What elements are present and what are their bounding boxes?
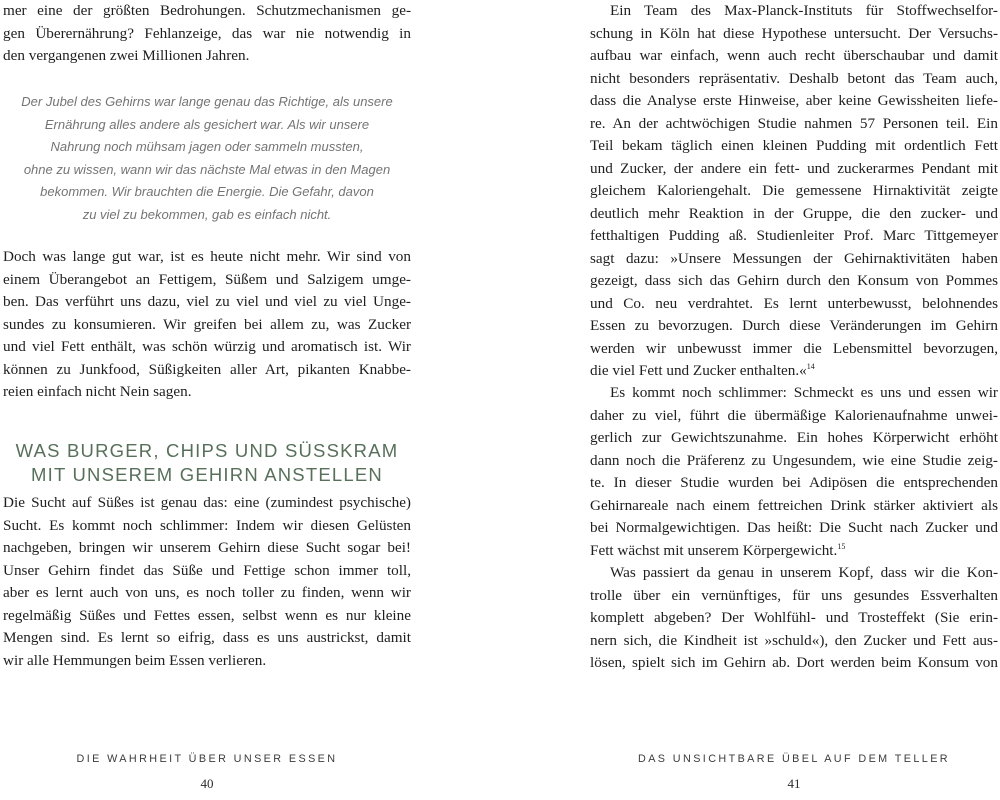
right-paragraph-2: [590, 382, 998, 562]
left-paragraph-3: [3, 492, 411, 672]
quote-line: ohne zu wissen, wann wir das nächste Mal etwas in den Magen: [23, 161, 391, 177]
text-line: schung in Köln hat diese Hypothese untersucht. Der Versuchs-: [590, 24, 998, 42]
text-line: Die Sucht auf Süßes ist genau das: eine (zumindest psychische): [3, 494, 411, 511]
page-number-left: 40: [200, 776, 214, 791]
section-heading: [3, 439, 411, 487]
running-head-left: DIE WAHRHEIT ÜBER UNSER ESSEN: [76, 753, 338, 765]
text-line: nicht besonders repräsentativ. Deshalb betont das Team auch,: [590, 69, 998, 87]
quote-line: zu viel zu bekommen, gab es einfach nicht.: [82, 206, 332, 222]
text-line: daher zu viel, führt die übermäßige Kalorienaufnahme unwei-: [590, 406, 998, 424]
text-line: sundes zu konsumieren. Wir greifen bei allem zu, was Zucker: [3, 315, 411, 333]
right-page: [590, 0, 998, 800]
text-line: bei Normalgewichtigen. Das heißt: Die Sucht nach Zucker und: [590, 519, 998, 536]
text-line: Essen zu bevorzugen. Durch diese Veränderungen im Gehirn: [590, 317, 998, 334]
right-paragraph-1: [590, 0, 998, 383]
text-line: und viel Fett enthält, was schön würzig und aromatisch ist. Wir: [3, 338, 411, 355]
text-line: reien einfach nicht Nein sagen.: [3, 383, 192, 400]
text-line: gezeigt, dass sich das Gehirn durch den Konsum von Pommes: [590, 272, 998, 289]
text-line: dass die Analyse erste Hinweise, aber keine Gewissheiten liefe-: [590, 92, 998, 109]
text-line: und Zucker, der andere ein fett- und zuckerarmes Pendant mit: [590, 159, 998, 177]
text-line: ben. Das verführt uns dazu, viel zu viel und viel zu viel Unge-: [3, 293, 411, 310]
left-page: [3, 0, 411, 800]
text-line: einem Überangebot an Fettigem, Süßem und Salzigem umge-: [3, 270, 411, 288]
text-line: Sucht. Es kommt noch schlimmer: Indem wir diesen Gelüsten: [3, 516, 411, 534]
text-line: Teil bekam täglich einen kleinen Pudding mit ordentlich Fett: [590, 137, 998, 154]
right-paragraph-3: [590, 562, 998, 675]
heading-line: WAS BURGER, CHIPS UND SÜSSKRAM: [15, 440, 399, 461]
text-line: gen Überernährung? Fehlanzeige, das war nie notwendig in: [3, 24, 411, 42]
text-line: den vergangenen zwei Millionen Jahren.: [3, 47, 250, 64]
text-line: komplett abgeben? Der Wohlfühl- und Trosteffekt (Sie erin-: [590, 609, 998, 626]
text-line: Es kommt noch schlimmer: Schmeckt es uns und essen wir: [610, 384, 998, 401]
heading-line: MIT UNSEREM GEHIRN ANSTELLEN: [31, 464, 383, 485]
text-line: aufbau war einfach, wenn auch recht überschaubar und damit: [590, 47, 998, 64]
footnote-marker-15[interactable]: 15: [837, 541, 846, 551]
left-intro-paragraph: [3, 0, 411, 68]
text-line: re. An der achtwöchigen Studie nahmen 57 Personen teil. Ein: [590, 114, 998, 132]
quote-line: Ernährung alles andere als gesichert war. Als wir unsere: [44, 116, 370, 132]
text-line: gleichem Kaloriengehalt. Die gemessene Hirnaktivität zeigte: [590, 182, 998, 199]
text-line: te. In dieser Studie wurden bei Adipösen die entsprechenden: [590, 474, 998, 491]
text-line: Ein Team des Max-Planck-Instituts für Stoffwechselfor-: [610, 2, 998, 19]
text-line: und Co. neu verdrahtet. Es lernt unterbewusst, belohnendes: [590, 294, 998, 312]
text-line: können zu Junkfood, Süßigkeiten aller Art, pikanten Knabbe-: [3, 360, 411, 378]
text-line: trolle über ein vernünftiges, für uns gesundes Essverhalten: [590, 586, 998, 604]
running-head-right: DAS UNSICHTBARE ÜBEL AUF DEM TELLER: [638, 753, 950, 765]
text-line: aber es lernt auch von uns, es noch toller zu finden, wenn wir: [3, 584, 411, 601]
text-line: lösen, spielt sich im Gehirn ab. Dort werden beim Konsum von: [590, 654, 998, 671]
text-line-content: Fett wächst mit unserem Körpergewicht.: [590, 541, 838, 559]
text-line: dann noch die Präferenz zu Ungesundem, wie eine Studie zeig-: [590, 451, 998, 469]
page-number-right: 41: [787, 776, 801, 791]
text-line: nern sich, die Kindheit ist »schuld«), den Zucker und Fett aus-: [590, 631, 998, 649]
text-line: Gehirnareale nach einem fettreichen Drink stärker aktiviert als: [590, 496, 998, 514]
text-line: Doch was lange gut war, ist es heute nicht mehr. Wir sind von: [3, 248, 411, 265]
left-paragraph-2: [3, 246, 411, 404]
text-line: Unser Gehirn findet das Süße und Fettige schon immer toll,: [3, 561, 411, 579]
text-line: Was passiert da genau in unserem Kopf, dass wir die Kon-: [610, 564, 998, 581]
text-line: nachgeben, bringen wir unserem Gehirn diese Sucht sogar bei!: [3, 539, 411, 556]
pull-quote: [3, 91, 411, 226]
text-line: mer eine der größten Bedrohungen. Schutzmechanismen ge-: [3, 2, 411, 19]
quote-line: Nahrung noch mühsam jagen oder sammeln mussten,: [50, 139, 364, 154]
text-line: wir alle Hemmungen beim Essen verlieren.: [3, 651, 267, 669]
text-line: werden wir unbewusst immer die Lebensmittel bevorzugen,: [590, 339, 998, 357]
quote-line: bekommen. Wir brauchten die Energie. Die Gefahr, davon: [40, 184, 374, 199]
text-line: gerlich zur Gewichtszunahme. Ein hohes Körperwicht erhöht: [590, 429, 998, 446]
text-line: sagt dazu: »Unsere Messungen der Gehirnaktivitäten haben: [590, 249, 998, 267]
text-line: regelmäßig Süßes und Fettes essen, selbst wenn es nur kleine: [3, 606, 411, 624]
footnote-marker-14[interactable]: 14: [806, 361, 815, 371]
text-line-content: die viel Fett und Zucker enthalten.«: [590, 362, 807, 379]
quote-line: Der Jubel des Gehirns war lange genau das Richtige, als unsere: [21, 94, 393, 109]
text-line: [590, 360, 998, 383]
text-line: [590, 540, 998, 563]
text-line: fetthaltigen Pudding aß. Studienleiter Prof. Marc Tittgemeyer: [590, 227, 998, 244]
text-line: Mengen sind. Es lernt so eifrig, dass es uns austrickst, damit: [3, 629, 411, 646]
text-line: deutlich mehr Reaktion in der Gruppe, die den zucker- und: [590, 204, 998, 222]
